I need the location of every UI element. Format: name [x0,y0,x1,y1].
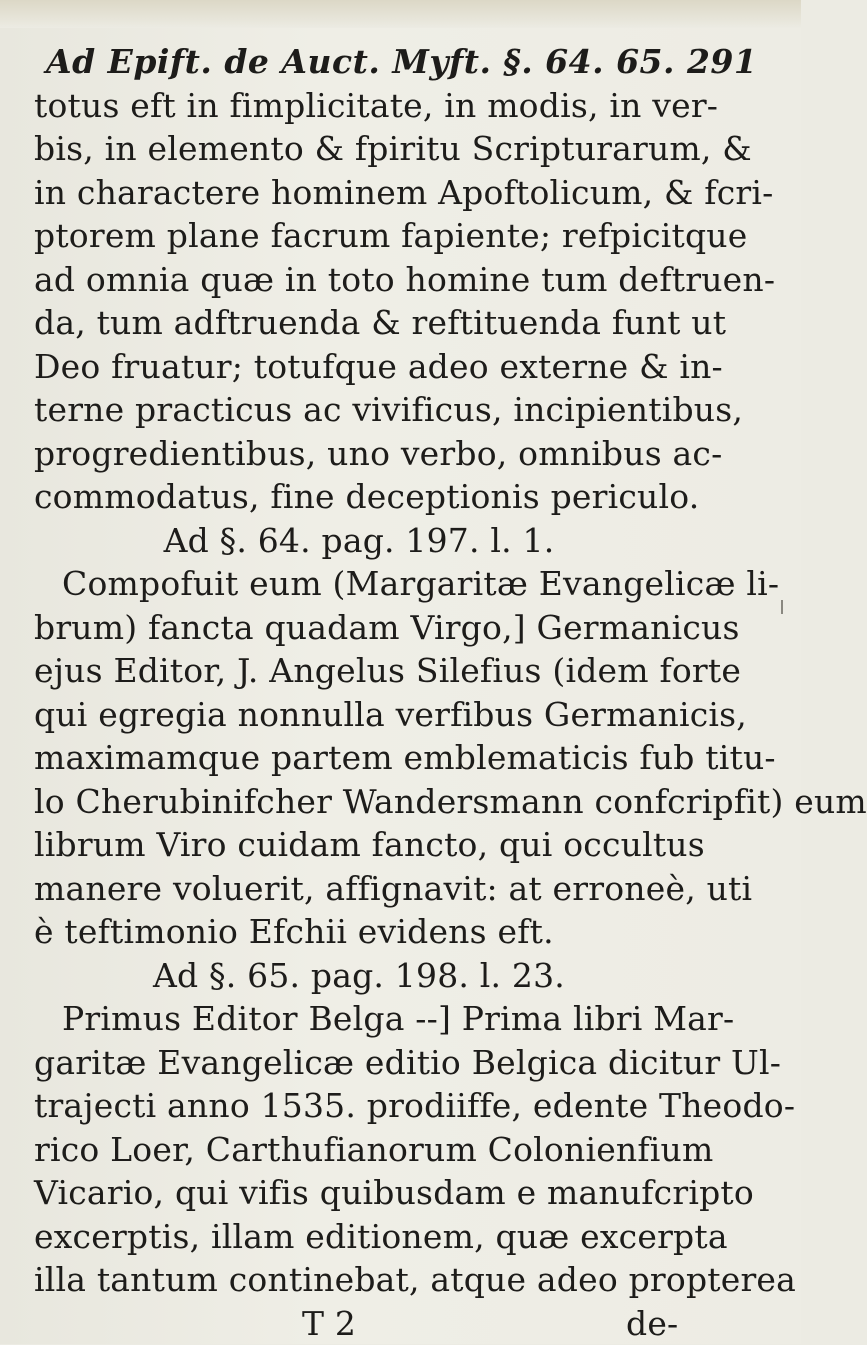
text-line: bis, in elemento & fpiritu Scripturarum, & [34,127,774,171]
signature-mark: T 2 [302,1302,356,1345]
page-top-edge [0,0,801,28]
text-line: da, tum adftruenda & reftituenda funt ut [34,301,774,345]
catchword: de- [626,1302,678,1345]
text-line: ejus Editor, J. Angelus Silefius (idem forte [34,649,774,693]
margin-tick-mark [781,600,783,614]
text-line: Compofuit eum (Margaritæ Evangelicæ li- [34,562,774,606]
text-line: illa tantum continebat, atque adeo propterea [34,1258,774,1302]
text-line: Primus Editor Belga --] Prima libri Mar- [34,997,774,1041]
section-heading-64: Ad §. 64. pag. 197. l. 1. [34,519,774,563]
paragraph-2 [34,562,774,954]
running-head: Ad Epift. de Auct. Myft. §. 64. 65. 291 [34,40,774,84]
text-line: manere voluerit, affignavit: at erroneè, uti [34,867,774,911]
text-line: è teftimonio Efchii evidens eft. [34,910,774,954]
text-line: in charactere hominem Apoftolicum, & fcri- [34,171,774,215]
page-footer [34,1302,774,1345]
text-line: lo Cherubinifcher Wandersmann confcripfit) eum [34,780,774,824]
text-line: terne practicus ac vivificus, incipientibus, [34,388,774,432]
text-line: totus eft in fimplicitate, in modis, in ver- [34,84,774,128]
text-line: rico Loer, Carthufianorum Colonienfium [34,1128,774,1172]
text-line: ad omnia quæ in toto homine tum deftruen- [34,258,774,302]
text-line: ptorem plane facrum fapiente; refpicitque [34,214,774,258]
section-heading-65: Ad §. 65. pag. 198. l. 23. [34,954,774,998]
paragraph-1 [34,84,774,519]
text-line: librum Viro cuidam fancto, qui occultus [34,823,774,867]
text-line: brum) fancta quadam Virgo,] Germanicus [34,606,774,650]
text-block [34,40,774,1345]
text-line: progredientibus, uno verbo, omnibus ac- [34,432,774,476]
text-line: garitæ Evangelicæ editio Belgica dicitur Ul- [34,1041,774,1085]
text-line: commodatus, fine deceptionis periculo. [34,475,774,519]
text-line: trajecti anno 1535. prodiiffe, edente Theodo- [34,1084,774,1128]
text-line: maximamque partem emblematicis fub titu- [34,736,774,780]
text-line: qui egregia nonnulla verfibus Germanicis, [34,693,774,737]
text-line: Deo fruatur; totufque adeo externe & in- [34,345,774,389]
text-line: excerptis, illam editionem, quæ excerpta [34,1215,774,1259]
text-line: Vicario, qui vifis quibusdam e manufcripto [34,1171,774,1215]
paragraph-3 [34,997,774,1302]
